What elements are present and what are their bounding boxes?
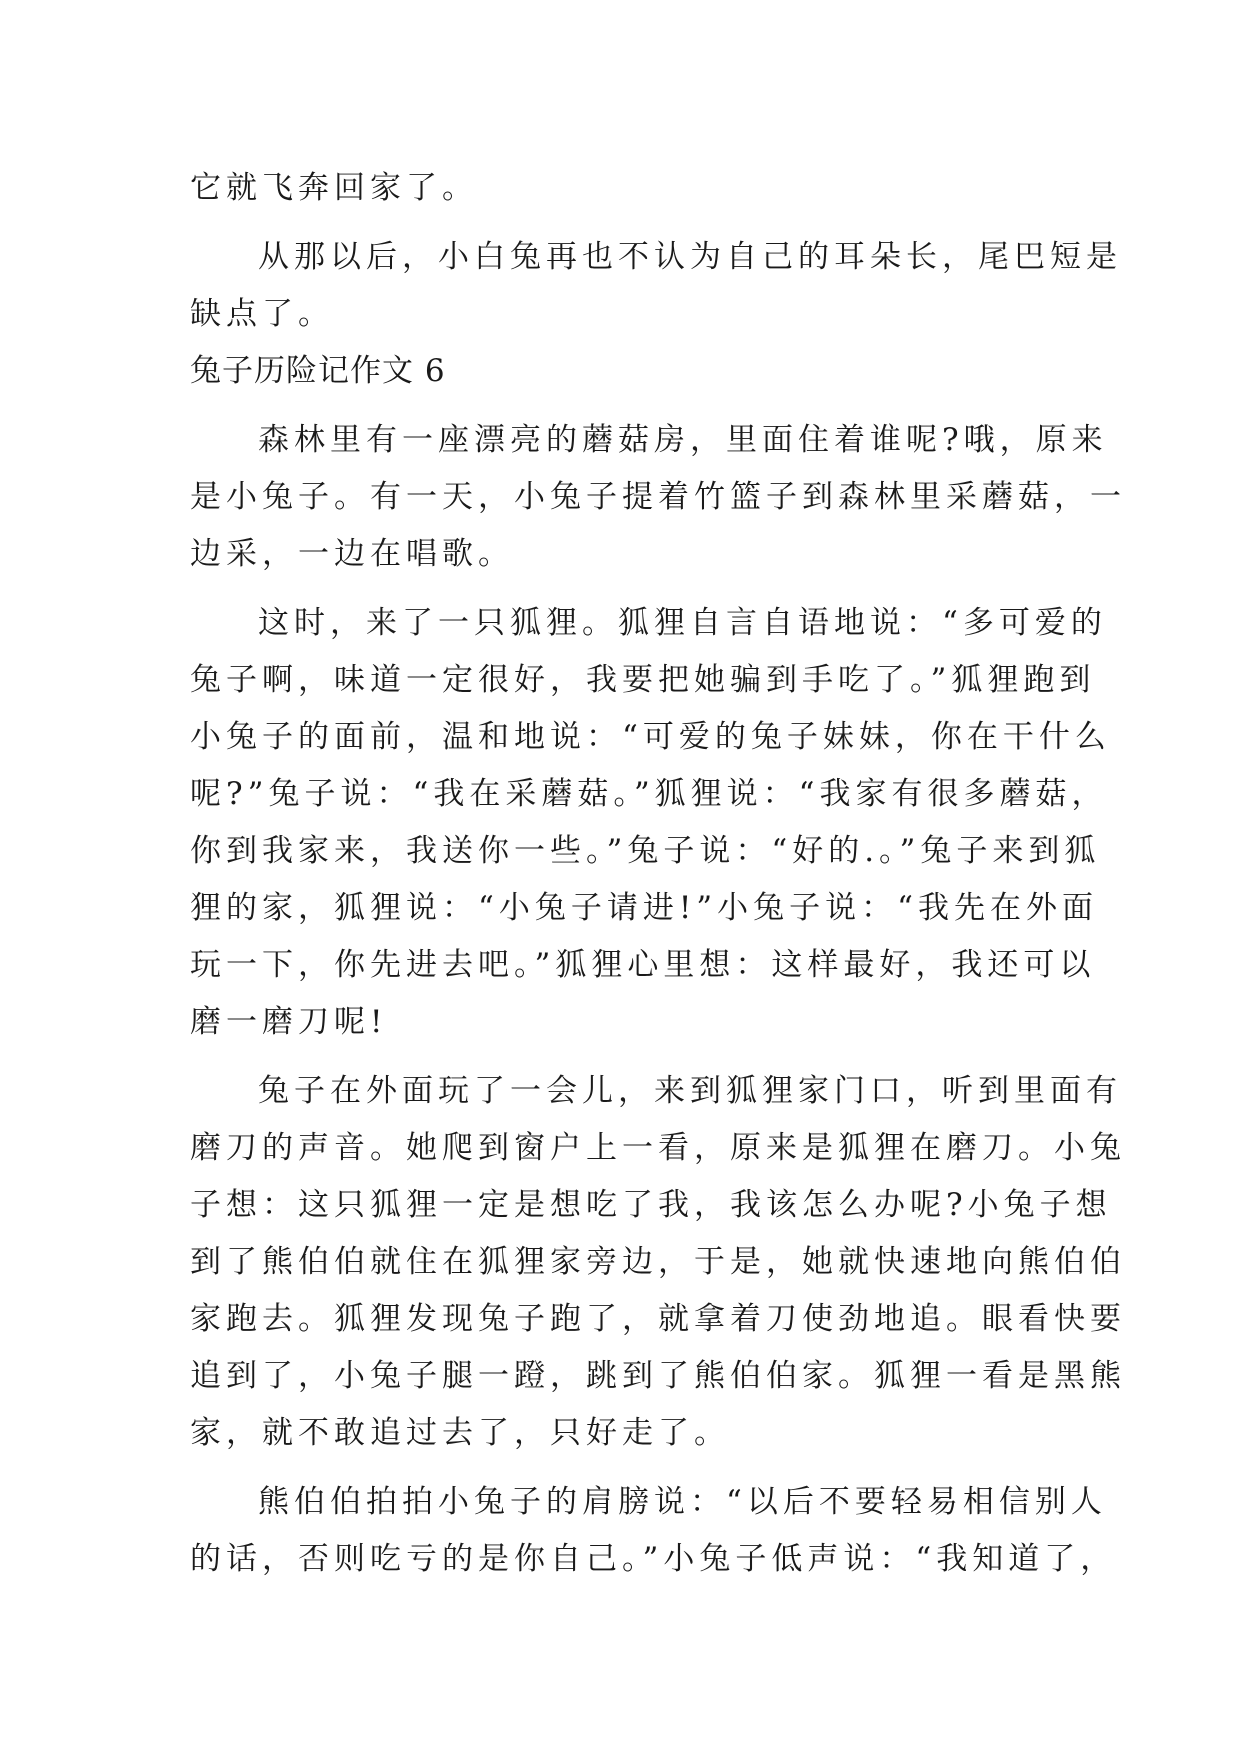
text-line: 它就飞奔回家了。 [190, 170, 478, 206]
text-line: 是小兔子。有一天，小兔子提着竹篮子到森林里采蘑菇，一 [190, 479, 1126, 515]
text-line: 追到了，小兔子腿一蹬，跳到了熊伯伯家。狐狸一看是黑熊 [190, 1358, 1126, 1394]
document-body [190, 160, 1126, 1588]
text-line: 边采，一边在唱歌。 [190, 536, 514, 572]
text-line: 玩一下，你先进去吧。”狐狸心里想：这样最好，我还可以 [190, 947, 1096, 983]
paragraph-first-line: 兔子在外面玩了一会儿，来到狐狸家门口，听到里面有 [258, 1073, 1122, 1109]
paragraph-first-line: 熊伯伯拍拍小兔子的肩膀说：“以后不要轻易相信别人 [258, 1484, 1107, 1520]
text-line: 小兔子的面前，温和地说：“可爱的兔子妹妹，你在干什么 [190, 719, 1111, 755]
text-line: 到了熊伯伯就住在狐狸家旁边，于是，她就快速地向熊伯伯 [190, 1244, 1126, 1280]
paragraph-first-line: 这时，来了一只狐狸。狐狸自言自语地说：“多可爱的 [258, 605, 1107, 641]
text-line: 家，就不敢追过去了，只好走了。 [190, 1415, 730, 1451]
section-heading: 兔子历险记作文 6 [190, 353, 446, 389]
paragraph-first-line: 森林里有一座漂亮的蘑菇房，里面住着谁呢?哦，原来 [258, 422, 1108, 458]
text-line: 缺点了。 [190, 296, 334, 332]
text-line: 家跑去。狐狸发现兔子跑了，就拿着刀使劲地追。眼看快要 [190, 1301, 1126, 1337]
text-line: 的话，否则吃亏的是你自己。”小兔子低声说：“我知道了， [190, 1541, 1117, 1577]
text-line: 磨一磨刀呢! [190, 1004, 388, 1040]
text-line: 呢?”兔子说：“我在采蘑菇。”狐狸说：“我家有很多蘑菇， [190, 776, 1108, 812]
text-line: 你到我家来，我送你一些。”兔子说：“好的.。”兔子来到狐 [190, 833, 1101, 869]
text-line: 磨刀的声音。她爬到窗户上一看，原来是狐狸在磨刀。小兔 [190, 1130, 1126, 1166]
text-line: 狸的家，狐狸说：“小兔子请进!”小兔子说：“我先在外面 [190, 890, 1098, 926]
text-line: 子想：这只狐狸一定是想吃了我，我该怎么办呢?小兔子想 [190, 1187, 1112, 1223]
text-line: 兔子啊，味道一定很好，我要把她骗到手吃了。”狐狸跑到 [190, 662, 1096, 698]
paragraph-first-line: 从那以后，小白兔再也不认为自己的耳朵长，尾巴短是 [258, 239, 1122, 275]
